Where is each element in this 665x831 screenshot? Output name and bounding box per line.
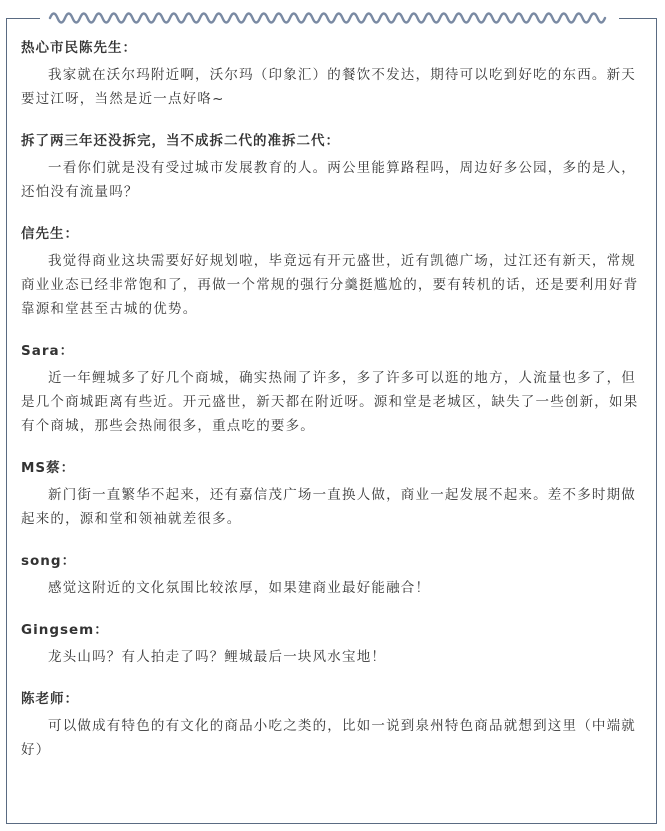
comment-entry	[21, 38, 643, 111]
comment-speaker: Sara：	[21, 343, 75, 359]
comment-entry	[21, 620, 643, 669]
comment-speaker: 热心市民陈先生：	[21, 40, 137, 56]
comment-text: 可以做成有特色的有文化的商品小吃之类的，比如一说到泉州特色商品就想到这里（中端就好）	[21, 718, 636, 758]
comment-speaker: 信先生：	[21, 226, 79, 242]
comment-speaker: MS蔡：	[21, 460, 76, 476]
comment-text: 我家就在沃尔玛附近啊，沃尔玛（印象汇）的餐饮不发达，期待可以吃到好吃的东西。新天要过江呀，当然是近一点好咯~	[21, 67, 636, 107]
comment-entry	[21, 224, 643, 321]
comment-text: 感觉这附近的文化氛围比较浓厚，如果建商业最好能融合！	[48, 580, 431, 596]
comment-speaker: 拆了两三年还没拆完，当不成拆二代的准拆二代：	[21, 133, 340, 149]
comment-entry	[21, 341, 643, 438]
comment-entry	[21, 689, 643, 762]
comment-entry	[21, 458, 643, 531]
comment-text: 近一年鲤城多了好几个商城，确实热闹了许多，多了许多可以逛的地方，人流量也多了，但是几个商城距离有些近。开元盛世，新天都在附近呀。源和堂是老城区，缺失了一些创新，如果有个商城，那些会热闹很多，重点吃的要多。	[21, 370, 639, 434]
comment-text: 龙头山吗？有人拍走了吗？鲤城最后一块风水宝地！	[48, 649, 387, 665]
comment-text: 一看你们就是没有受过城市发展教育的人。两公里能算路程吗，周边好多公园，多的是人，还怕没有流量吗？	[21, 160, 636, 200]
comment-entry	[21, 551, 643, 600]
comment-text: 我觉得商业这块需要好好规划啦，毕竟远有开元盛世，近有凯德广场，过江还有新天，常规商业业态已经非常饱和了，再做一个常规的强行分羹挺尴尬的，要有转机的话，还是要利用好背靠源和堂甚至古城的优势。	[21, 253, 639, 317]
comment-speaker: song：	[21, 553, 77, 569]
comment-list	[21, 38, 643, 782]
comment-text: 新门街一直繁华不起来，还有嘉信茂广场一直换人做，商业一起发展不起来。差不多时期做起来的，源和堂和领袖就差很多。	[21, 487, 636, 527]
comment-entry	[21, 131, 643, 204]
comment-speaker: 陈老师：	[21, 691, 79, 707]
comment-speaker: Gingsem：	[21, 622, 109, 638]
